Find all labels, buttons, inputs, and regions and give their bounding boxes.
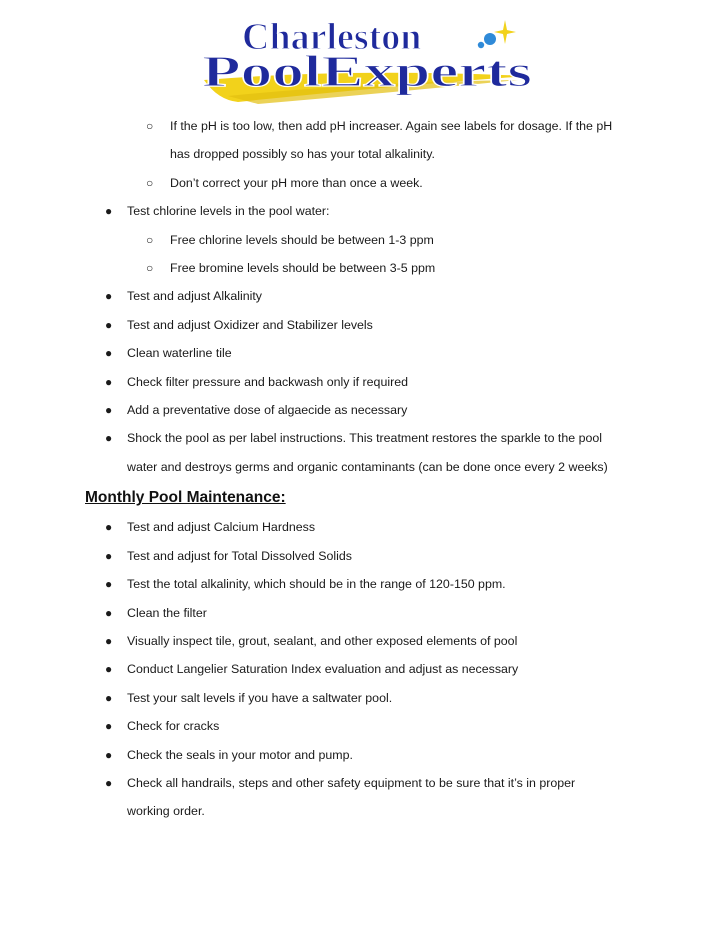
list-item (0, 396, 720, 424)
list-item-continuation (0, 797, 720, 825)
list-item (0, 712, 720, 740)
bullet-icon: ● (105, 633, 113, 648)
hollow-bullet-icon: ○ (146, 175, 154, 190)
weekly-checklist (0, 112, 720, 481)
bullet-icon: ● (105, 662, 113, 677)
list-item (0, 655, 720, 683)
list-item-text: Conduct Langelier Saturation Index evaluation and adjust as necessary (127, 662, 519, 677)
hollow-bullet-icon: ○ (146, 232, 154, 247)
logo-bubble-large (484, 33, 496, 45)
list-item-text: water and destroys germs and organic contaminants (can be done once every 2 weeks) (127, 459, 608, 474)
logo-line2: PoolExperts (202, 47, 532, 96)
bullet-icon: ● (105, 577, 113, 592)
list-item-text: If the pH is too low, then add pH increaser. Again see labels for dosage. If the pH (170, 119, 613, 133)
bullet-icon: ● (105, 548, 113, 563)
list-item (0, 311, 720, 339)
logo-line1: Charleston (242, 16, 422, 58)
bullet-icon: ● (105, 605, 113, 620)
monthly-checklist (0, 513, 720, 825)
list-item (0, 684, 720, 712)
list-item-text: Add a preventative dose of algaecide as necessary (127, 403, 408, 418)
list-item (0, 368, 720, 396)
list-item (0, 769, 720, 797)
list-item (0, 627, 720, 655)
bullet-icon: ● (105, 374, 113, 389)
list-item (0, 282, 720, 310)
logo-sparkle-icon (494, 20, 516, 44)
bullet-icon: ● (105, 747, 113, 762)
list-item (0, 254, 720, 282)
list-item-text: Check all handrails, steps and other safety equipment to be sure that it’s in proper (127, 775, 576, 790)
list-item (0, 197, 720, 225)
charleston-pool-experts-logo (198, 10, 538, 106)
list-item-text: Clean the filter (127, 605, 207, 620)
bullet-icon: ● (105, 431, 113, 446)
list-item (0, 112, 720, 140)
list-item (0, 513, 720, 541)
bullet-icon: ● (105, 719, 113, 734)
bullet-icon: ● (105, 289, 113, 304)
bullet-icon: ● (105, 346, 113, 361)
list-item-text: Clean waterline tile (127, 346, 232, 361)
list-item-text: Free bromine levels should be between 3-5 ppm (170, 261, 436, 276)
list-item-text: Test chlorine levels in the pool water: (127, 204, 330, 219)
list-item (0, 741, 720, 769)
bullet-icon: ● (105, 204, 113, 219)
bullet-icon: ● (105, 317, 113, 332)
list-item (0, 542, 720, 570)
list-item-text: working order. (127, 804, 205, 819)
list-item (0, 570, 720, 598)
list-item-text: Shock the pool as per label instructions. This treatment restores the sparkle to the pool (127, 431, 603, 446)
list-item (0, 169, 720, 197)
list-item-text: Check the seals in your motor and pump. (127, 747, 353, 762)
bullet-icon: ● (105, 690, 113, 705)
list-item (0, 424, 720, 452)
list-item-text: Don’t correct your pH more than once a week. (170, 175, 423, 190)
list-item (0, 599, 720, 627)
list-item-text: Check for cracks (127, 719, 220, 734)
bullet-icon: ● (105, 403, 113, 418)
list-item (0, 339, 720, 367)
monthly-maintenance-heading: Monthly Pool Maintenance: (85, 489, 286, 507)
document-body (0, 112, 720, 826)
list-item-text: has dropped possibly so has your total alkalinity. (170, 147, 435, 162)
list-item-text: Test and adjust Alkalinity (127, 289, 262, 304)
list-item-text: Free chlorine levels should be between 1-3 ppm (170, 232, 434, 247)
list-item-text: Test and adjust for Total Dissolved Solids (127, 548, 352, 563)
bullet-icon: ● (105, 520, 113, 535)
list-item-continuation (0, 140, 720, 168)
list-item-text: Visually inspect tile, grout, sealant, and other exposed elements of pool (127, 633, 518, 648)
bullet-icon: ● (105, 775, 113, 790)
hollow-bullet-icon: ○ (146, 261, 154, 276)
list-item (0, 226, 720, 254)
list-item-text: Test the total alkalinity, which should be in the range of 120-150 ppm. (127, 577, 506, 592)
list-item-text: Check filter pressure and backwash only if required (127, 374, 408, 389)
list-item-text: Test and adjust Calcium Hardness (127, 520, 316, 535)
hollow-bullet-icon: ○ (146, 119, 154, 133)
list-item-text: Test your salt levels if you have a saltwater pool. (127, 690, 393, 705)
list-item-continuation (0, 453, 720, 481)
list-item-text: Test and adjust Oxidizer and Stabilizer levels (127, 317, 373, 332)
